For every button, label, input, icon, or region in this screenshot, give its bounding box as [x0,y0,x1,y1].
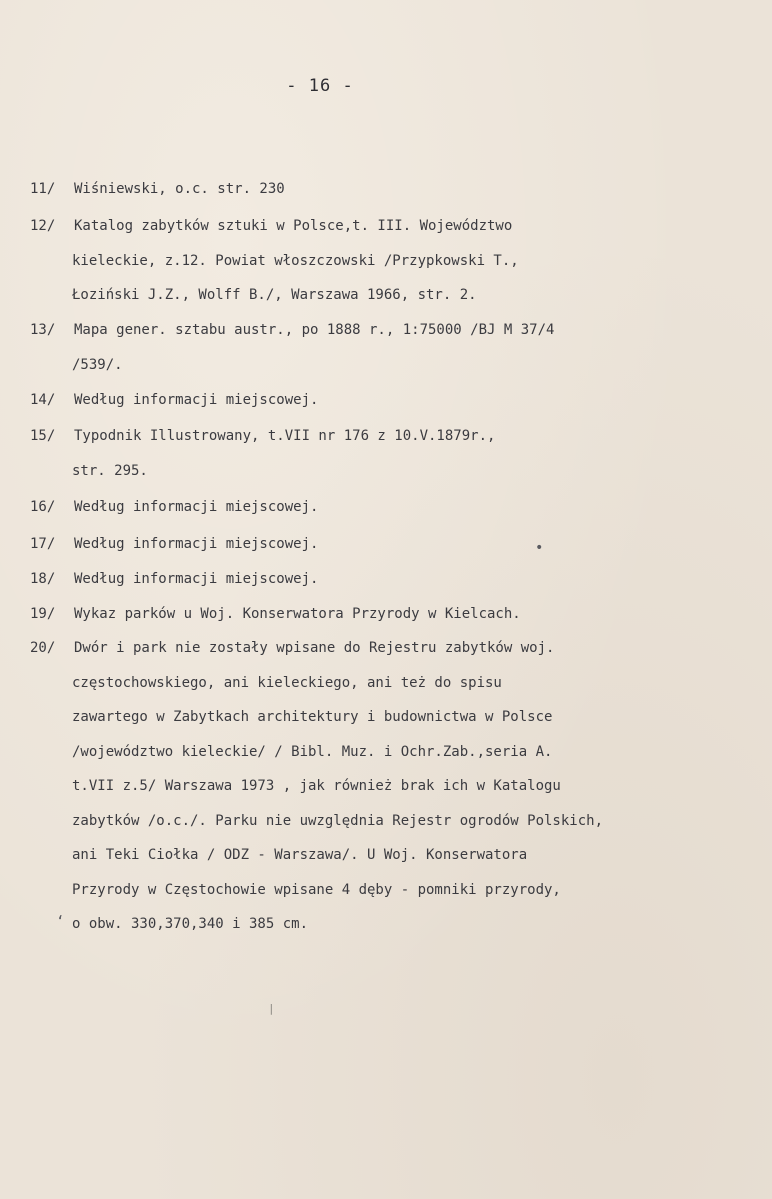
footnote-13 [30,313,760,382]
stray-dot-mark: • [535,540,544,556]
footnote-text-line: Przyrody w Częstochowie wpisane 4 dęby - pomniki przyrody, [72,881,561,898]
footnote-text-line: częstochowskiego, ani kieleckiego, ani też do spisu [72,674,502,691]
footnote-11 [30,172,760,207]
footnote-text-line: /województwo kieleckie/ / Bibl. Muz. i Ochr.Zab.,seria A. [72,743,553,760]
footnote-number: 16/ [30,499,56,515]
footnote-text-line: Wiśniewski, o.c. str. 230 [74,181,285,197]
footnote-20 [30,631,760,942]
footnote-text-line: Katalog zabytków sztuki w Polsce,t. III. Województwo [74,218,513,234]
footnote-text-line: Wykaz parków u Woj. Konserwatora Przyrody w Kielcach. [74,606,521,622]
footnote-text-line: Według informacji miejscowej. [74,571,319,587]
footnote-number: 15/ [30,428,56,444]
footnote-14 [30,383,760,418]
footnote-12 [30,209,760,313]
footnote-number: 13/ [30,322,56,338]
stray-tick-mark: ‘ [56,914,65,930]
footnote-text-line: Mapa gener. sztabu austr., po 1888 r., 1:75000 /BJ M 37/4 [74,322,555,338]
footnote-text-line: str. 295. [72,462,148,479]
footnote-text-line: zawartego w Zabytkach architektury i budownictwa w Polsce [72,709,553,725]
footnote-17 [30,527,760,562]
footnote-number: 11/ [30,181,56,197]
footnote-18 [30,562,760,597]
footnote-text-line: o obw. 330,370,340 i 385 cm. [72,916,309,932]
footnote-text-line: Według informacji miejscowej. [74,499,319,515]
footnote-text-line: Typodnik Illustrowany, t.VII nr 176 z 10.V.1879r., [74,428,496,444]
footnote-text-line: t.VII z.5/ Warszawa 1973 , jak również brak ich w Katalogu [72,778,561,794]
footnote-text-line: Łoziński J.Z., Wolff B./, Warszawa 1966, str. 2. [72,287,477,303]
footnote-text-line: zabytków /o.c./. Parku nie uwzględnia Rejestr ogrodów Polskich, [72,812,604,829]
footnote-text-line: Według informacji miejscowej. [74,536,319,552]
footnote-16 [30,490,760,525]
footnote-text-line: /539/. [72,356,123,373]
stray-bar-mark: | [268,1002,275,1015]
footnote-number: 20/ [30,640,56,656]
footnote-number: 14/ [30,392,56,408]
footnote-text-line: ani Teki Ciołka / ODZ - Warszawa/. U Woj. Konserwatora [72,847,528,863]
page-number: - 16 - [286,76,354,96]
footnote-text-line: Według informacji miejscowej. [74,392,319,408]
footnote-15 [30,419,760,488]
footnote-19 [30,597,760,632]
footnote-number: 17/ [30,536,56,552]
footnote-text-line: Dwór i park nie zostały wpisane do Rejestru zabytków woj. [74,640,555,656]
footnote-number: 19/ [30,606,56,622]
footnote-number: 12/ [30,218,56,234]
footnote-text-line: kieleckie, z.12. Powiat włoszczowski /Przypkowski T., [72,252,519,269]
footnote-number: 18/ [30,571,56,587]
